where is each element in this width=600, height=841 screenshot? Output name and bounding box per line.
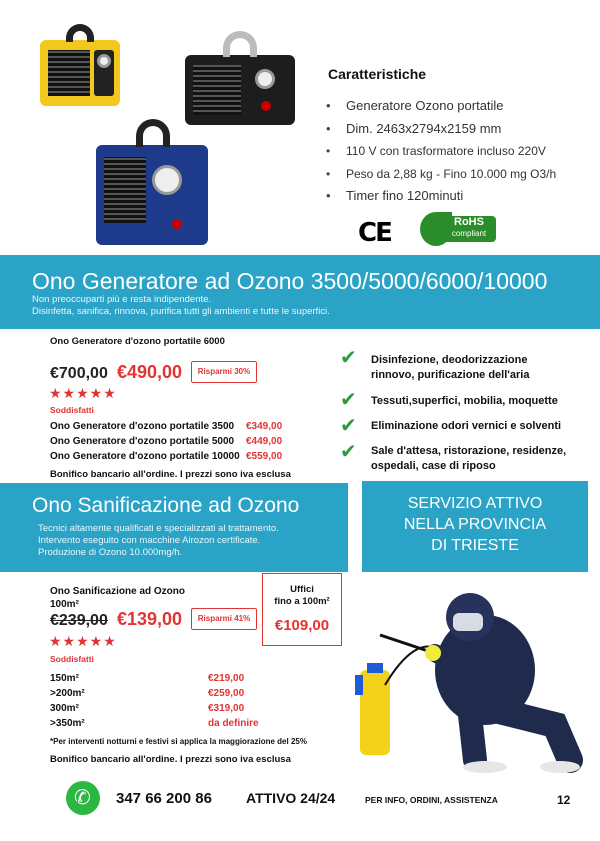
product1-row-name: Ono Generatore d'ozono portatile 3500 [50, 421, 235, 432]
generator-banner-subtitle: Non preoccuparti più e resta indipendente. [32, 294, 212, 305]
product1-old-price: €700,00 [50, 365, 108, 382]
feature-item: • Dim. 2463x2794x2159 mm [326, 120, 556, 143]
offices-price: €109,00 [274, 617, 330, 634]
benefit-line: Sale d'attesa, ristorazione, residenze, [371, 445, 567, 457]
product2-row-price: da definire [208, 718, 259, 729]
benefit-line: Eliminazione odori vernici e solventi [371, 420, 562, 432]
whatsapp-icon[interactable] [66, 781, 100, 815]
product1-payment-note: Bonifico bancario all'ordine. I prezzi sono iva esclusa [50, 469, 291, 480]
product1-row-price: €349,00 [246, 421, 283, 432]
product2-row-name: >200m² [50, 688, 85, 699]
product2-rating-stars: ★★★★★ [49, 634, 117, 650]
availability-label: ATTIVO 24/24 [246, 790, 336, 806]
product2-name: Ono Sanificazione ad Ozono [50, 586, 186, 597]
service-line: SERVIZIO ATTIVO [407, 495, 543, 512]
generator-banner-title: Ono Generatore ad Ozono 3500/5000/6000/10000 [32, 268, 548, 294]
blue-ozone-generator-image [96, 145, 208, 245]
sanitization-banner-subtitle: Produzione di Ozono 10.000mg/h. [38, 547, 183, 558]
sanitization-banner-subtitle: Intervento eseguito con macchine Airozon certificate. [38, 535, 261, 546]
feature-item: • Timer fino 120minuti [326, 187, 556, 210]
service-line: NELLA PROVINCIA [403, 516, 547, 533]
product2-row-price: €219,00 [208, 673, 245, 684]
service-area-box [362, 481, 588, 572]
product2-payment-note: Bonifico bancario all'ordine. I prezzi sono iva esclusa [50, 754, 291, 765]
benefit-line: rinnovo, purificazione dell'aria [371, 369, 530, 381]
product1-row-price: €559,00 [246, 451, 283, 462]
product1-row-name: Ono Generatore d'ozono portatile 5000 [50, 436, 235, 447]
black-ozone-generator-image [185, 55, 295, 125]
product2-row-name: 300m² [50, 703, 79, 714]
feature-item: • Peso da 2,88 kg - Fino 10.000 mg O3/h [326, 165, 556, 188]
product2-row-price: €319,00 [208, 703, 245, 714]
page-number: 12 [557, 793, 571, 807]
rohs-label: RoHS [454, 216, 484, 228]
product2-row-name: 150m² [50, 673, 79, 684]
sanitization-banner-subtitle: Tecnici altamente qualificati e specializzati al trattamento. [38, 523, 279, 534]
features-list [326, 97, 556, 210]
feature-item: • 110 V con trasformatore incluso 220V [326, 142, 556, 165]
rohs-compliant-label: compliant [451, 229, 487, 238]
offices-label: Uffici [290, 584, 314, 595]
check-icon: ✔ [340, 413, 357, 437]
product2-row-name: >350m² [50, 718, 85, 729]
sanitization-worker-image [345, 575, 595, 775]
check-icon: ✔ [340, 345, 357, 369]
product2-new-price: €139,00 [117, 609, 183, 629]
offices-offer-box [262, 573, 342, 646]
product2-row-price: €259,00 [208, 688, 245, 699]
product1-rating-stars: ★★★★★ [49, 386, 117, 402]
check-icon: ✔ [340, 439, 357, 463]
feature-item: • Generatore Ozono portatile [326, 97, 556, 120]
offices-size: fino a 100m² [274, 596, 330, 607]
product2-footnote: *Per interventi notturni e festivi si applica la maggiorazione del 25% [50, 737, 307, 746]
yellow-ozone-generator-image [40, 40, 120, 106]
benefit-line: Disinfezione, deodorizzazione [371, 354, 528, 366]
product1-row-price: €449,00 [246, 436, 283, 447]
product2-savings-badge: Risparmi 41% [191, 608, 257, 630]
sanitization-banner-title: Ono Sanificazione ad Ozono [32, 494, 300, 517]
product1-name: Ono Generatore d'ozono portatile 6000 [50, 336, 225, 347]
product1-rating-label: Soddisfatti [50, 405, 94, 415]
product1-row-name: Ono Generatore d'ozono portatile 10000 [50, 451, 240, 462]
phone-number[interactable]: 347 66 200 86 [116, 790, 212, 807]
check-icon: ✔ [340, 387, 357, 411]
product2-rating-label: Soddisfatti [50, 654, 94, 664]
info-label: PER INFO, ORDINI, ASSISTENZA [365, 795, 498, 805]
product1-new-price: €490,00 [117, 362, 183, 382]
generator-banner-subtitle: Disinfetta, sanifica, rinnova, purifica tutti gli ambienti e tutte le superfici. [32, 306, 330, 317]
rohs-compliant-logo [420, 212, 496, 246]
product1-savings-badge: Risparmi 30% [191, 361, 257, 383]
product2-old-price: €239,00 [50, 612, 108, 629]
service-line: DI TRIESTE [431, 537, 519, 554]
features-title: Caratteristiche [328, 66, 427, 82]
benefit-line: Tessuti,superfici, mobilia, moquette [371, 395, 558, 407]
benefit-line: ospedali, case di riposo [371, 460, 496, 472]
product2-area: 100m² [50, 599, 79, 610]
ce-mark-logo: CE [358, 218, 391, 248]
